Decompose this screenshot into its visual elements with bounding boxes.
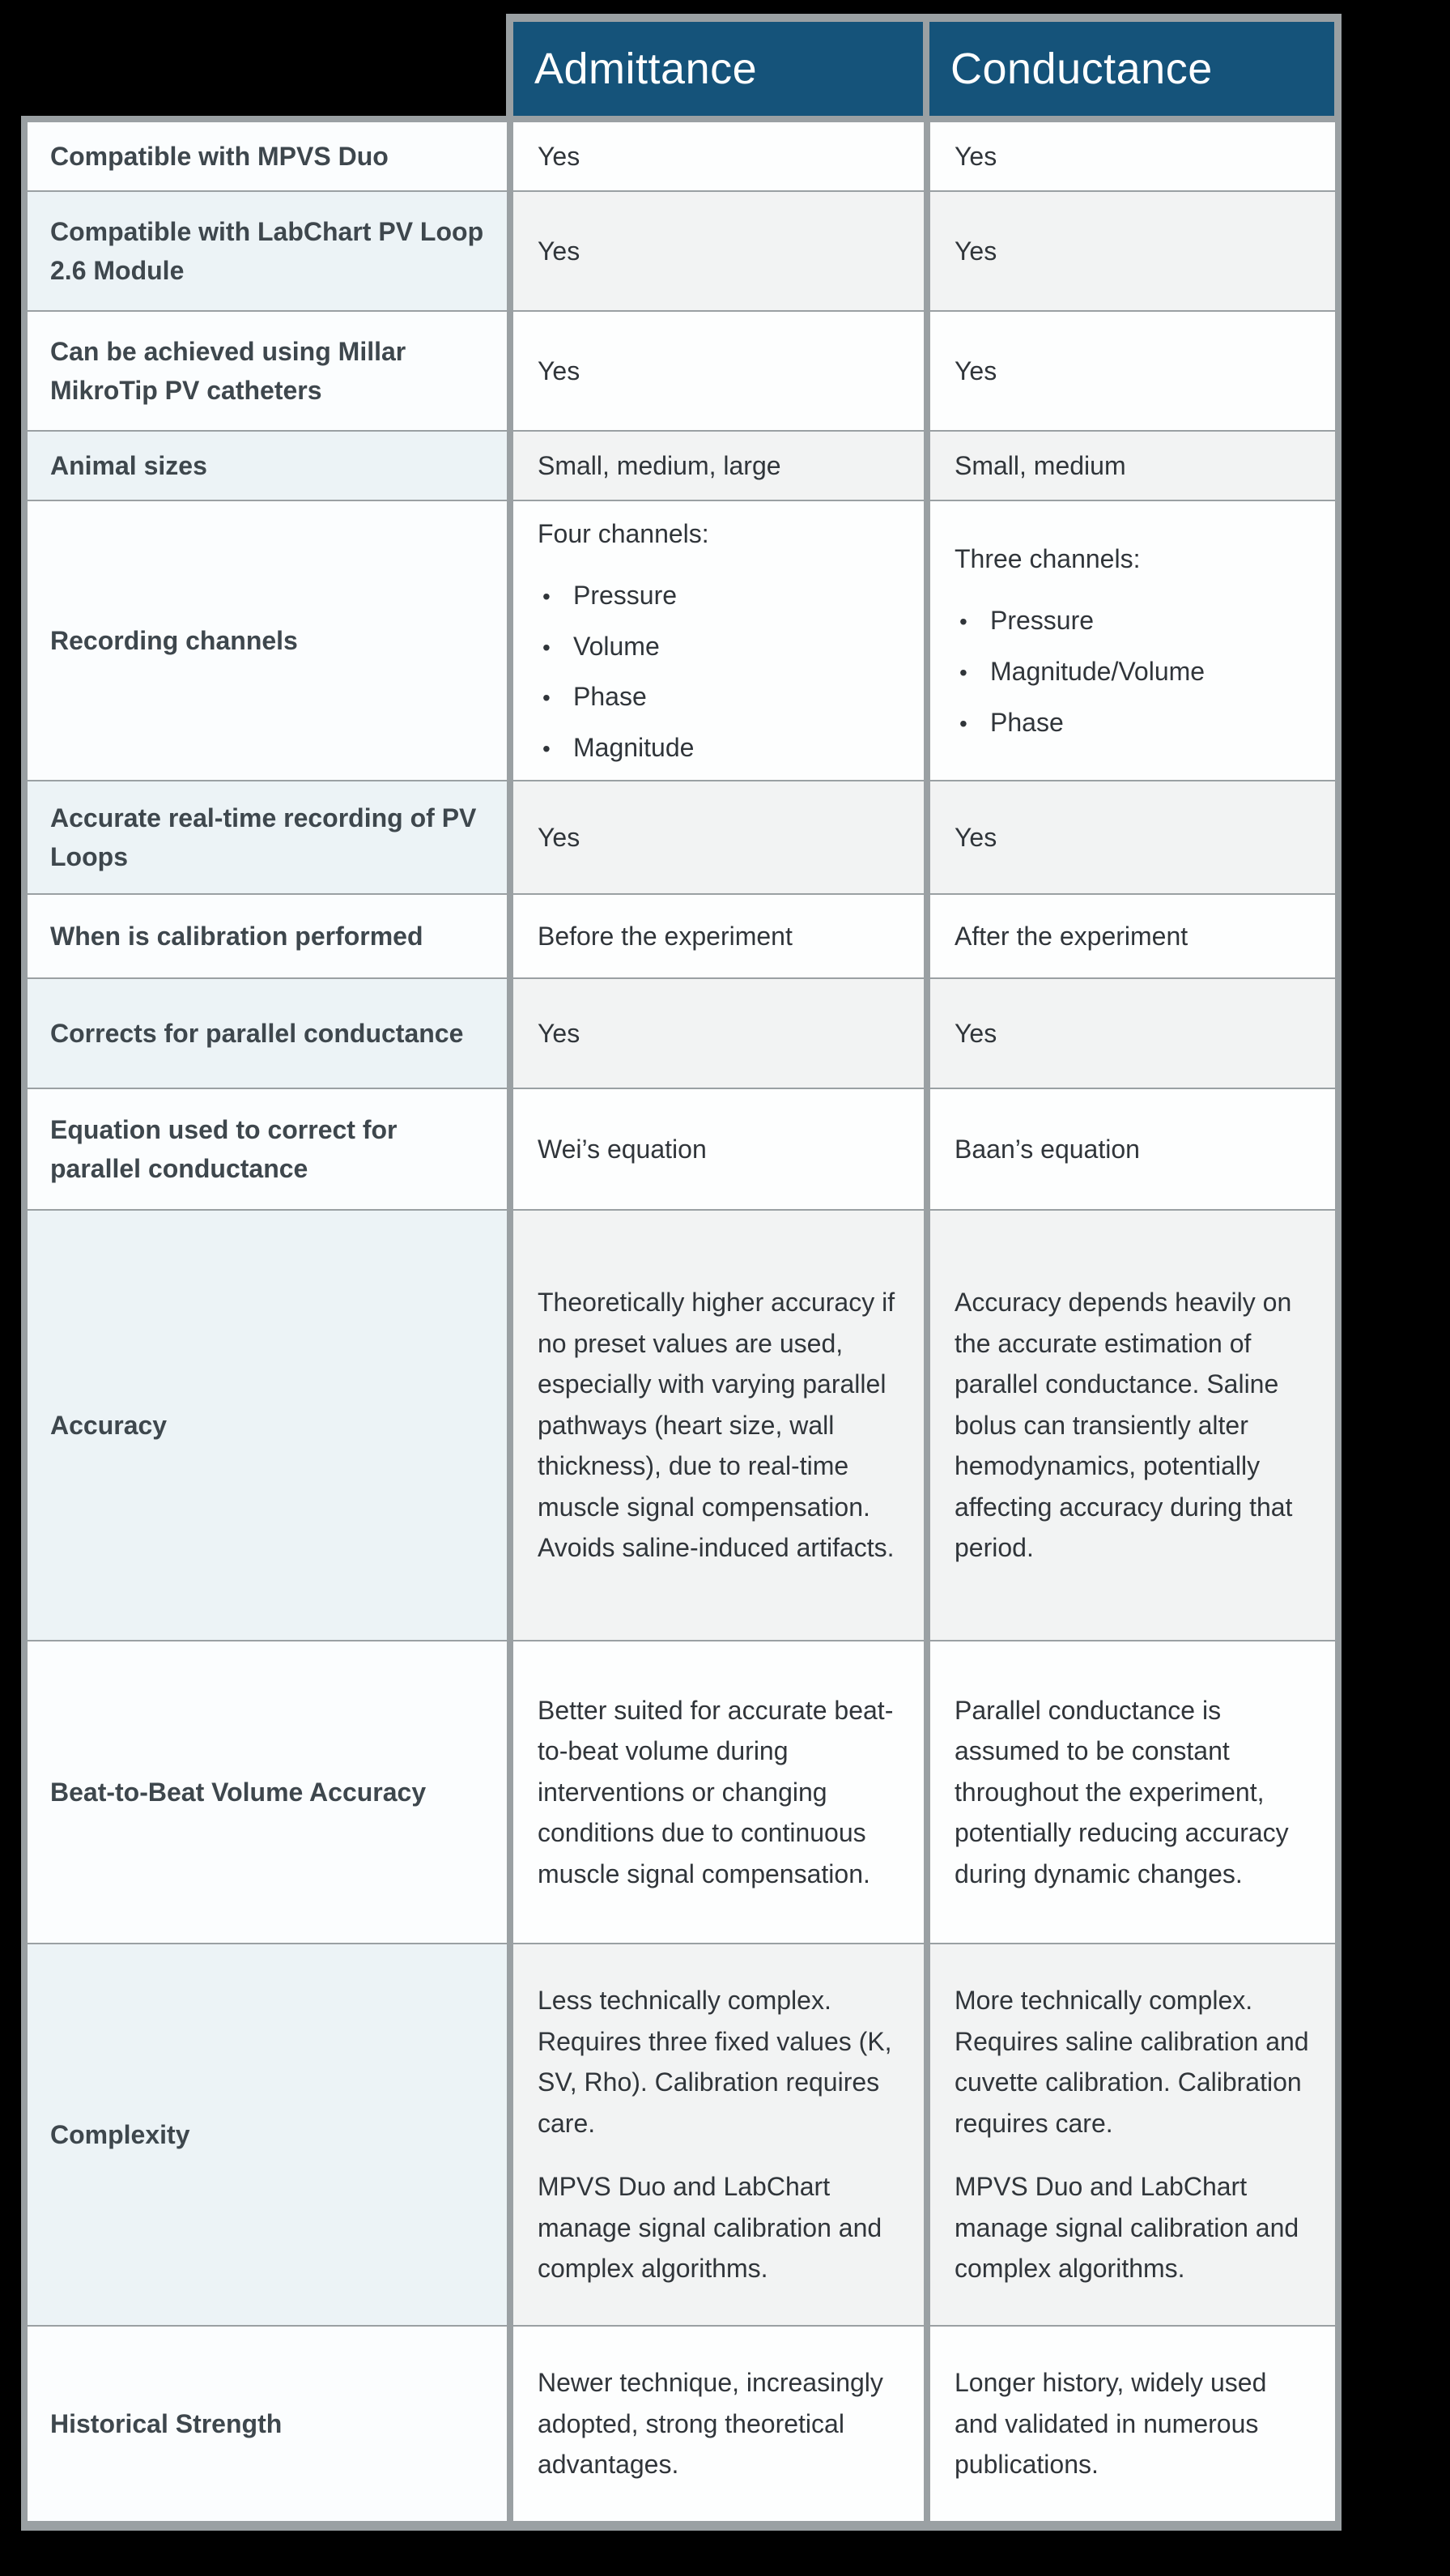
- bullet-text: Phase: [573, 682, 647, 712]
- admittance-cell: [513, 895, 924, 977]
- cell-text: Accuracy depends heavily on the accurate estimation of parallel conductance. Saline bolus can transiently alter hemodynamics, potentially affecting accuracy during that period.: [955, 1288, 1293, 1563]
- row-label-cell: [28, 895, 507, 977]
- row-label: Compatible with MPVS Duo: [50, 142, 389, 171]
- cell-text: After the experiment: [955, 921, 1188, 951]
- bullet-text: Volume: [573, 631, 660, 661]
- cell-text: MPVS Duo and LabChart manage signal calibration and complex algorithms.: [955, 2172, 1299, 2284]
- cell-text: Less technically complex. Requires three fixed values (K, SV, Rho). Calibration requires care.: [538, 1986, 892, 2138]
- row-label-cell: [28, 432, 507, 500]
- cell-intro-text: Three channels:: [955, 543, 1141, 573]
- row-label-cell: [28, 192, 507, 310]
- cell-text: Yes: [955, 1018, 997, 1048]
- row-label: Corrects for parallel conductance: [50, 1019, 464, 1048]
- row-label-cell: [28, 2327, 507, 2521]
- admittance-cell: [513, 979, 924, 1088]
- admittance-cell: [513, 1944, 924, 2325]
- cell-text: Yes: [955, 236, 997, 266]
- cell-text: Longer history, widely used and validated in numerous publications.: [955, 2368, 1267, 2480]
- cell-text: Theoretically higher accuracy if no preset values are used, especially with varying parallel pathways (heart size, wall thickness), due to real-time muscle signal compensation. Avoids saline-induced artifacts.: [538, 1288, 895, 1563]
- bullet-item: [955, 600, 1311, 641]
- row-label: Compatible with LabChart PV Loop 2.6 Module: [50, 217, 484, 285]
- bullet-icon: [538, 575, 573, 616]
- comparison-table-body: [21, 116, 1342, 2531]
- bullet-item: [538, 727, 899, 769]
- cell-text: Baan’s equation: [955, 1134, 1140, 1164]
- bullet-item: [538, 626, 899, 667]
- bullet-item: [538, 676, 899, 717]
- row-label: When is calibration performed: [50, 922, 423, 951]
- row-label-cell: [28, 1089, 507, 1209]
- admittance-cell: [513, 501, 924, 780]
- conductance-cell: [930, 312, 1335, 430]
- row-label-cell: [28, 979, 507, 1088]
- bullet-icon: [955, 600, 990, 641]
- bullet-text: Pressure: [573, 581, 678, 611]
- bullet-text: Magnitude: [573, 732, 695, 762]
- conductance-cell: [930, 979, 1335, 1088]
- admittance-cell: [513, 2327, 924, 2521]
- cell-text: More technically complex. Requires saline calibration and cuvette calibration. Calibration requires care.: [955, 1986, 1309, 2138]
- cell-intro-text: Four channels:: [538, 518, 709, 548]
- cell-text: Yes: [538, 356, 580, 385]
- conductance-cell: [930, 781, 1335, 893]
- row-label: Recording channels: [50, 626, 298, 655]
- cell-text: Better suited for accurate beat-to-beat volume during interventions or changing conditions due to continuous muscle signal compensation.: [538, 1695, 894, 1888]
- row-label-cell: [28, 1641, 507, 1943]
- conductance-cell: [930, 432, 1335, 500]
- cell-text: Yes: [538, 822, 580, 852]
- conductance-cell: [930, 122, 1335, 190]
- cell-text: Small, medium: [955, 450, 1126, 480]
- cell-text: Wei’s equation: [538, 1134, 707, 1164]
- row-label: Equation used to correct for parallel conductance: [50, 1115, 398, 1183]
- header-cell-conductance: Conductance: [929, 22, 1334, 116]
- bullet-text: Pressure: [990, 606, 1095, 636]
- cell-text: Yes: [538, 141, 580, 171]
- row-label: Complexity: [50, 2120, 190, 2149]
- row-label: Accurate real-time recording of PV Loops: [50, 803, 477, 871]
- cell-text: Yes: [955, 822, 997, 852]
- row-label-cell: [28, 312, 507, 430]
- cell-text: Parallel conductance is assumed to be constant throughout the experiment, potentially reducing accuracy during dynamic changes.: [955, 1695, 1289, 1888]
- row-label: Beat-to-Beat Volume Accuracy: [50, 1778, 427, 1807]
- cell-text: Yes: [955, 356, 997, 385]
- row-label: Accuracy: [50, 1411, 168, 1440]
- bullet-item: [955, 651, 1311, 692]
- conductance-cell: [930, 2327, 1335, 2521]
- cell-text: Small, medium, large: [538, 450, 781, 480]
- cell-text: Yes: [538, 236, 580, 266]
- conductance-cell: [930, 1641, 1335, 1943]
- admittance-cell: [513, 781, 924, 893]
- bullet-list: [955, 590, 1311, 743]
- cell-text: Newer technique, increasingly adopted, strong theoretical advantages.: [538, 2368, 883, 2480]
- row-label-cell: [28, 781, 507, 893]
- cell-text: Yes: [955, 141, 997, 171]
- conductance-cell: [930, 501, 1335, 780]
- admittance-cell: [513, 1641, 924, 1943]
- bullet-item: [538, 575, 899, 616]
- cell-text: Yes: [538, 1018, 580, 1048]
- row-label: Historical Strength: [50, 2409, 283, 2438]
- bullet-text: Magnitude/Volume: [990, 657, 1205, 686]
- cell-text: Before the experiment: [538, 921, 793, 951]
- row-label-cell: [28, 1211, 507, 1640]
- conductance-cell: [930, 1211, 1335, 1640]
- row-label-cell: [28, 1944, 507, 2325]
- row-label: Animal sizes: [50, 451, 207, 480]
- admittance-cell: [513, 192, 924, 310]
- table-header: [506, 14, 1342, 116]
- admittance-cell: [513, 432, 924, 500]
- admittance-cell: [513, 122, 924, 190]
- bullet-icon: [538, 676, 573, 717]
- bullet-icon: [955, 651, 990, 692]
- bullet-item: [955, 702, 1311, 743]
- row-label-cell: [28, 501, 507, 780]
- conductance-cell: [930, 1089, 1335, 1209]
- bullet-icon: [955, 702, 990, 743]
- row-label-cell: [28, 122, 507, 190]
- conductance-cell: [930, 1944, 1335, 2325]
- header-cell-admittance: Admittance: [513, 22, 923, 116]
- admittance-cell: [513, 1211, 924, 1640]
- bullet-list: [538, 565, 899, 768]
- row-label: Can be achieved using Millar MikroTip PV catheters: [50, 337, 406, 405]
- cell-text: MPVS Duo and LabChart manage signal calibration and complex algorithms.: [538, 2172, 882, 2284]
- admittance-cell: [513, 1089, 924, 1209]
- conductance-cell: [930, 192, 1335, 310]
- conductance-cell: [930, 895, 1335, 977]
- bullet-text: Phase: [990, 707, 1064, 737]
- admittance-cell: [513, 312, 924, 430]
- bullet-icon: [538, 727, 573, 769]
- bullet-icon: [538, 626, 573, 667]
